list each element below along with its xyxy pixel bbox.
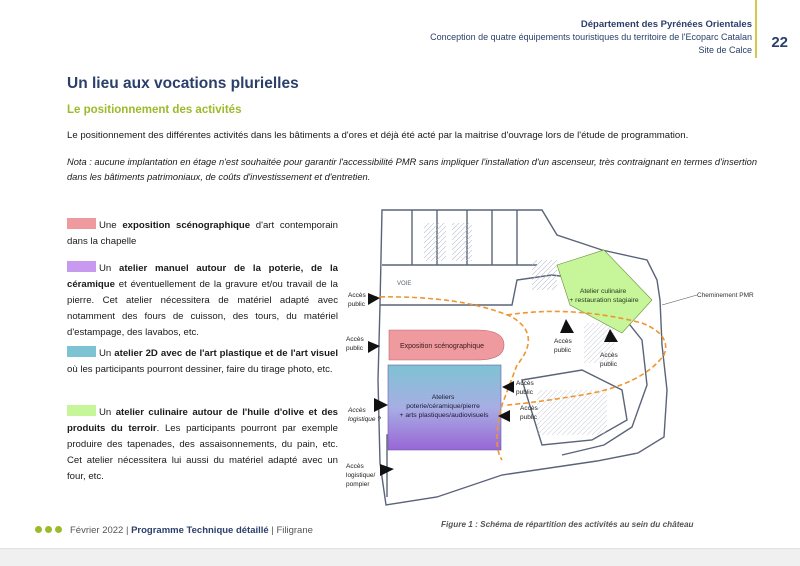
access-label-public-3: Accès public [554, 338, 572, 354]
document-header [430, 18, 752, 57]
header-org: Département des Pyrénées Orientales [580, 19, 752, 30]
bottom-band [0, 548, 800, 566]
access-arrow-logistique [374, 398, 388, 412]
zone-exposition-label: Exposition scénographique [399, 343, 485, 350]
legend-item-bold: atelier manuel autour de la poterie, de la céramique [67, 263, 338, 290]
plan-voie-label: VOIE [397, 281, 412, 287]
legend-swatch-green [67, 405, 96, 416]
legend-item-2d: Un atelier 2D avec de l'art plastique et de l'art visuel où les participants pourront dessiner, faire du tirage photo, etc. [67, 348, 338, 375]
legend-swatch-blue [67, 346, 96, 357]
pmr-label: Cheminement PMR [697, 292, 754, 299]
section-subtitle: Le positionnement des activités [67, 104, 242, 116]
access-label-public-5: Accès public [516, 380, 534, 396]
footer-dot-icon [55, 526, 62, 533]
page-number: 22 [771, 34, 788, 51]
legend-item-culinaire: Un atelier culinaire autour de l'huile d'olive et des produits du terroir. Les participants pourront par exemple produire des tapenades, des assaisonnements, du pain, etc. Cet atelier nécessitera lui aussi du matériel adapté avec un four, etc. [67, 407, 338, 482]
pmr-leader-line [662, 295, 697, 305]
legend-item-bold: atelier culinaire autour de l'huile d'olive et des produits du terroir [67, 407, 338, 434]
legend-item-exposition: Une exposition scénographique d'art contemporain dans la chapelle [67, 220, 338, 247]
access-label-public-4: Accès public [600, 352, 618, 368]
access-label-logistique-pompier: Accès logistique/ pompier [346, 463, 376, 488]
section-title: Un lieu aux vocations plurielles [67, 75, 299, 92]
access-label-logistique: Accès logistique ? [348, 407, 381, 423]
access-arrow-public-1 [368, 293, 380, 305]
nota-paragraph: Nota : aucune implantation en étage n'est souhaitée pour garantir l'accessibilité PMR sans impliquer l'installation d'un ascenseur, très contraignant en termes d'insertion dans les bâtiments patrimoniaux, de coûts d'investissement et d'entretien. [67, 157, 757, 182]
footer-date: Février 2022 [70, 525, 124, 536]
page-footer: Février 2022 | Programme Technique détaillé | Filigrane [35, 525, 313, 536]
zone-atelier-culinaire-label: Atelier culinaire + restauration stagiaire [569, 288, 639, 304]
legend-item-bold: exposition scénographique [122, 220, 251, 231]
footer-doc-title: Programme Technique détaillé [131, 525, 269, 536]
footer-dot-icon [35, 526, 42, 533]
access-label-public-6: Accès public [520, 405, 538, 421]
floor-plan [342, 205, 762, 515]
legend-swatch-pink [67, 218, 96, 229]
legend-swatch-purple [67, 261, 96, 272]
access-arrow-public-3 [560, 319, 574, 333]
footer-dot-icon [45, 526, 52, 533]
legend-item-bold: atelier 2D avec de l'art plastique et de l'art visuel [114, 348, 338, 359]
access-label-public-1: Accès public [348, 292, 366, 308]
footer-company: Filigrane [276, 525, 313, 536]
legend-item-poterie: Un atelier manuel autour de la poterie, de la céramique et éventuellement de la gravure et/ou travail de la pierre. Cet atelier nécessitera de matériel adapté avec notamment des fours de cuisson, des tours, du matériel d'estampage, des lavabos, etc. [67, 263, 338, 338]
zone-ateliers-label: Ateliers poterie/céramique/pierre + arts plastiques/audiovisuels [399, 394, 489, 419]
figure-caption: Figure 1 : Schéma de répartition des activités au sein du château [441, 520, 694, 529]
header-project: Conception de quatre équipements touristiques du territoire de l'Ecoparc Catalan [430, 32, 752, 42]
header-site: Site de Calce [698, 45, 752, 55]
intro-paragraph: Le positionnement des différentes activités dans les bâtiments a d'ores et déjà été acté par la maitrise d'ouvrage lors de l'étude de programmation. [67, 130, 689, 141]
access-label-public-2: Accès public [346, 336, 364, 352]
header-divider [755, 0, 757, 58]
